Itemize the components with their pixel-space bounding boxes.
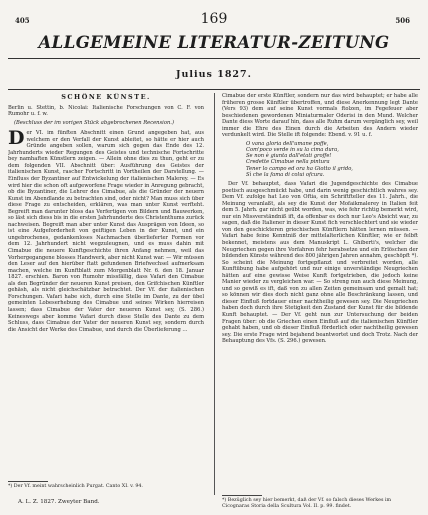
signature-line: A. L. Z. 1827. Zweyter Band. <box>18 499 100 505</box>
right-paragraph: Der Vf. behauptet, dass Vafari die Jugendgeschichte des Cimabue poetisch ausgeschmückt habe, und darin wenig geschichtlich wahres sey. Dem Vf. zufolge hat Leo von Oftia, ein Schriftfteller des 11. Jahrh., die Meinung veranlaßt, als sey die Kunst der Mofaikmalerey in Italien feit dem 5. Jahrh. gar nicht geübt worden, was, wie fehr richtig bemerkt wird, nur ein Missverständniß ift, da offenbar es doch nur Leo's Absicht war, zu sagen, daß die Italiener in dieser Kunst fich verschlechtert und sie wieder von den geschickteren griechischen Künftlern hätten lernen müssen. — Vafari habe feine Kenntniß der mittelalterlichen Künftler, wie er felbft bekennet, meistens aus dem Manuskript L. Ghiberti's, welcher die Neugriechen gegen ihre Vorfahren fehr herabsetze und ein Erlöschen der bildenden Künste während des 800 jährigen Jahren annahm, geschöpft *). So scheint die Meinung fortgepflanzt und verbreitet worden, alle Kunftübung habe aufgehört und nur einige unverständige Neugriechen hätten auf eine gewisse Weise Kunft fortgetrieben, die jedoch keine Manier wieder zu vergleichen war. — So streng nun auch diese Meinung, und so gewiß es ift, daß von zu allen Zeiten gemeinsam und gemalt hat; so können wir dies doch nicht ganz ohne alle Beschränkung lassen, und dieser Einfluß fortdauer einer nachtheilig gewesen sey. Die Neugriechen haben doch durch ihre Stetigkeit den Zustand der Kunst für die bildende Kunft behauptet. — Der Vf. geht nun zur Untersuchung der beiden Fragen über: ob die Griechen einen Einfluß auf die italienischen Künftler gehabt haben, und ob dieser Einfluß förderlich oder nachtheilig gewesen sey. Die erste Frage wird bejahend beantwortet und doch Trotz. Nach der Behauptung des Vfs. (S. 296.) gewesen. <box>222 181 418 345</box>
book-heading: Berlin u. Stettin, b. Nicolai: Italienische Forschungen von C. F. von Rumohr u. f. w. <box>8 104 204 118</box>
issue-date: Julius 1827. <box>176 69 252 80</box>
verse-line: O vana gloria dell'umane poffe, <box>246 140 329 147</box>
verse-line: Se non è giunta dall'etati groffe! <box>246 153 332 160</box>
drop-cap: D <box>8 127 25 150</box>
masthead-rule <box>8 58 420 59</box>
left-footnote-block <box>8 478 204 490</box>
running-header <box>0 11 428 30</box>
book-note: (Beschluss der im vorigen Stück abgebrochenen Recension.) <box>14 119 174 126</box>
right-column <box>222 93 418 498</box>
masthead-title: ALLGEMEINE LITERATUR-ZEITUNG <box>38 33 390 52</box>
verse-line: Sì che la fama di colui ofcura. <box>246 171 325 178</box>
verse-line: Com'poco verde in su la cima dura, <box>246 147 339 154</box>
dante-verse <box>246 141 418 178</box>
page-number-right: 506 <box>395 16 410 25</box>
left-paragraph-text: er VI. im fünften Abschnitt einen Grund angegeben hat, aus welchem er den Verfall der Kunst ableitet, so hätte er hier auch Gründe angeben sollen, warum sich gegen das Ende des 12. Jahrhunderts wieder Regungen des Geistes und technische Fortschritte bey namhaften Künstlern zeigen. — Allein ohne dies zu thun, geht er zu dem folgenden VII. Abschnitt über: Ausführung des Geistes der italienischen Kunst, rascher Fortschritt in Vortheilen der Darstellung. — Einfluss der Byzantiner auf Entwickelung der italienischen Malerey. — Es wird hier die schon oft aufgeworfene Frage wieder in Anregung gebracht, ob die Byzantiner, die Lehrer des Cimabue, als die Gründer der neuern Kunst im Abendlande zu betrachten sind, oder nicht? Man muss sich über diese Frage zu entscheiden, erklären, was man unter Kunst verfteht. Begreift man darunter bloss das Verfertigen von Bildern und Bauwerken, so läst sich diess bis in die ersten Jahrhunderte des Christenthums zurück nachweisen. Begreift man aber unter Kunst das Ausprägen von Ideen, so ist eine Aufgeforderheit von geiftigen Leben in der Kunst, und ein ungebrochenes, gedankenloses Nachmachen überlieferter Formen vor dem 12. Jahrhundert nicht wegzuleugnen, und es muss dahin mit Cimabue die neuere Kunftgeschichte ihren Anfang nehmen, weil das Vorhergegangene blosses Handwerk, aber nicht Kunst war. — Wir müssen den Leser auf den hierüber ftatt gefundenen Briefwechsel aufmerksam machen, welche im Kunftblatt zum Morgenblatt Nr. 6. den 18. Januar 1827. erschien. Baron von Rumohr missfällig, dass Vafari den Cimabue als den Begründer der neueren Kunst preisen, den Grifchischen Künftler gehäsh, als nicht gleichschätzbar betrachtet. Der Vf. der italienischen Forschungen. Vafari habe sich, durch eine Stelle im Dante, zu der übel gemeinten Lobeserhebung des Cimabue und seines Wirken hierreisen lassen; dass Cimabue der Vater der neueren Kunst sey, (S. 286.) Keineswegs aber komme Vafari durch diese Stelle des Dante zu dem Schluss, dass Cimabue der Vater der neueren Kunst sey, sondern durch die Ansicht der Werke des Cimabue, und durch die Überlieferung ... <box>8 130 204 333</box>
column-separator <box>214 93 215 495</box>
footnote-rule <box>222 495 262 496</box>
page-number-center: 169 <box>200 11 228 27</box>
section-title: SCHÖNE KÜNSTE. <box>61 93 151 101</box>
date-rule <box>8 89 420 90</box>
left-column <box>8 93 204 505</box>
verse-line: Tener lo campo ed ora ha Giotto il grido, <box>246 165 353 172</box>
left-footnote: *) Der Vf. meint wahrscheinlich Purgat. Canto XI. v. 94. <box>8 484 143 489</box>
verse-line: Credette Cimabue nella pintura <box>246 159 330 166</box>
right-footnote-block <box>222 492 418 510</box>
left-paragraph <box>8 127 204 333</box>
page-number-left: 405 <box>15 16 30 25</box>
right-paragraph: Cimabue der erste Künftler, sondern nur das wird behauptet; er habe alle früheren grosse Künftler übertroffen, und diese Anerkennung legt Dante (Vers 93) dem auf seine Kunst vormals ftolzen, im Fegefeuer aber beschiedenen gewordenen Miniaturmaler Oderisi in den Mund. Welcher Dante diess Worte darauf hin, dass alle Ruhm darum vergänglich sey, weil immer die Ehre des Einen durch die Arbeiten des Andern wieder verdunkelt wird. Die Stelle ift folgende: Ebend. v. 91 u. f. <box>222 93 418 139</box>
right-footnote: *) Bezüglich sey hier bemerkt, daß der Vf. so falsch dieses Werkes im Cicognaras Storia della Scultura Vol. II. p. 99. findet. <box>222 498 392 509</box>
footnote-rule <box>8 481 48 482</box>
